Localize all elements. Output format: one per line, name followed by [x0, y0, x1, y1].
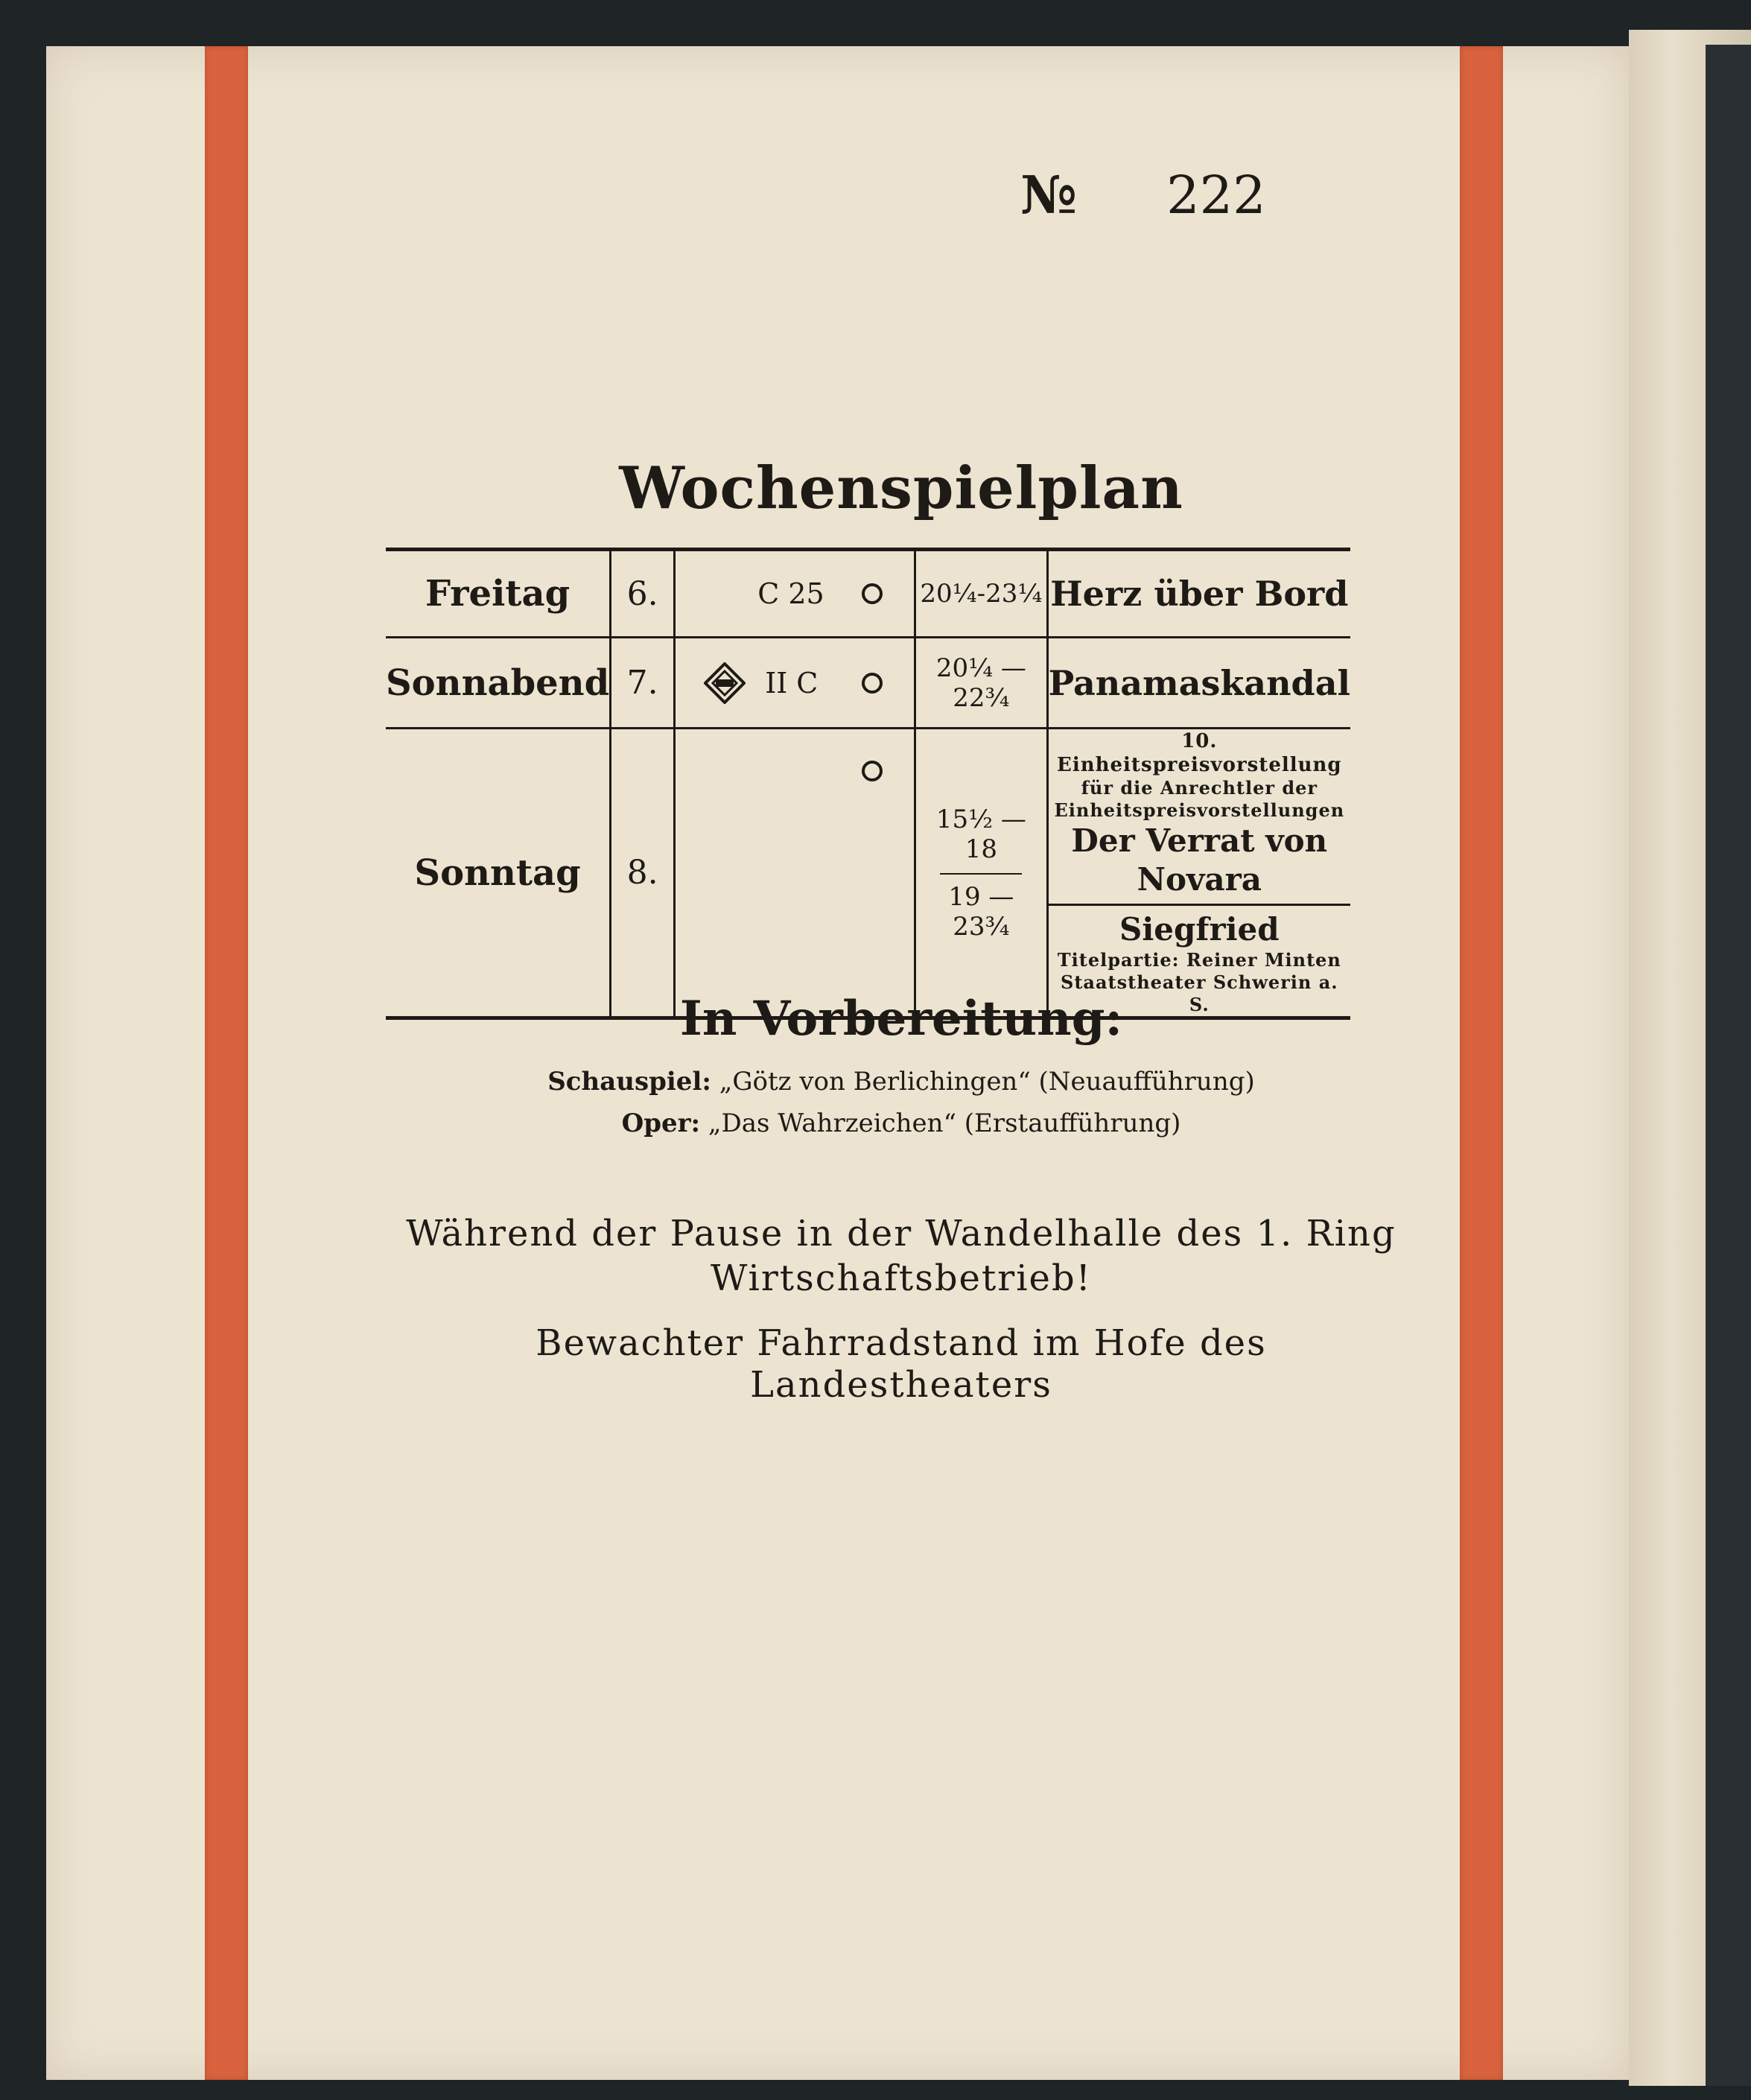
play-title: Herz über Bord	[1047, 550, 1350, 638]
number-value: 222	[1166, 165, 1266, 226]
notice-line: Bewachter Fahrradstand im Hofe des Landestheaters	[536, 1322, 1267, 1406]
performance-code: C 25	[757, 577, 824, 610]
program-page	[46, 46, 1629, 2080]
performance-cell	[675, 550, 915, 638]
performance-note: Titelpartie: Reiner Minten	[1057, 949, 1341, 971]
ring-icon	[862, 761, 883, 781]
time-divider	[940, 873, 1022, 875]
number-sign: №	[1020, 164, 1078, 226]
play-title: Panamaskandal	[1047, 638, 1350, 729]
day-cell: Freitag	[386, 550, 611, 638]
preparation-title: In Vorbereitung:	[679, 991, 1123, 1047]
play-title: Der Verrat von Novara	[1071, 822, 1328, 898]
ring-icon	[862, 583, 883, 604]
table-row	[386, 638, 1350, 729]
play-cell	[1047, 729, 1350, 1018]
book-edge	[1706, 45, 1751, 2086]
right-red-stripe	[1460, 46, 1503, 2080]
date-cell: 8.	[611, 729, 675, 1018]
performance-code: II C	[765, 666, 819, 700]
performance-note: Staatstheater Schwerin a. S.	[1061, 971, 1338, 1015]
preparation-item	[387, 1108, 1415, 1138]
schedule-table	[386, 548, 1350, 1020]
time-end: 23¾	[953, 911, 1010, 942]
performance-note: für die Anrechtler der	[1081, 777, 1318, 799]
time-cell: 20¼-23¼	[915, 550, 1048, 638]
time-start: 15½ —	[935, 804, 1026, 834]
performance-note: 10. Einheitspreisvorstellung	[1057, 730, 1342, 776]
date-cell: 7.	[611, 638, 675, 729]
notice-line: Während der Pause in der Wandelhalle des 1. Ring	[406, 1213, 1396, 1254]
left-red-stripe	[205, 46, 248, 2080]
table-row	[386, 729, 1350, 1018]
performance-note: Einheitspreisvorstellungen	[1054, 799, 1345, 821]
performance-cell	[675, 729, 915, 1018]
preparation-text: „Das Wahrzeichen“ (Erstaufführung)	[708, 1108, 1181, 1138]
performance-cell	[675, 638, 915, 729]
diamond-logo-icon	[704, 662, 746, 704]
day-cell: Sonntag	[386, 729, 611, 1018]
notice-line: Wirtschaftsbetrieb!	[711, 1257, 1092, 1299]
preparation-item	[387, 1067, 1415, 1097]
time-cell	[915, 638, 1048, 729]
preparation-label: Oper:	[621, 1108, 701, 1138]
preparation-text: „Götz von Berlichingen“ (Neuaufführung)	[719, 1067, 1255, 1097]
table-row	[386, 550, 1350, 638]
ring-icon	[862, 673, 883, 694]
issue-number	[1020, 164, 1318, 231]
play-divider	[1049, 904, 1350, 906]
time-cell	[915, 729, 1048, 1018]
page-title: Wochenspielplan	[619, 454, 1183, 522]
play-title: Siegfried	[1119, 911, 1280, 948]
time-start: 20¼ —	[935, 653, 1026, 683]
preparation-label: Schauspiel:	[547, 1067, 711, 1097]
time-start: 19 —	[948, 881, 1014, 912]
date-cell: 6.	[611, 550, 675, 638]
day-cell: Sonnabend	[386, 638, 611, 729]
time-end: 22¾	[953, 682, 1010, 713]
time-end: 18	[965, 834, 998, 864]
